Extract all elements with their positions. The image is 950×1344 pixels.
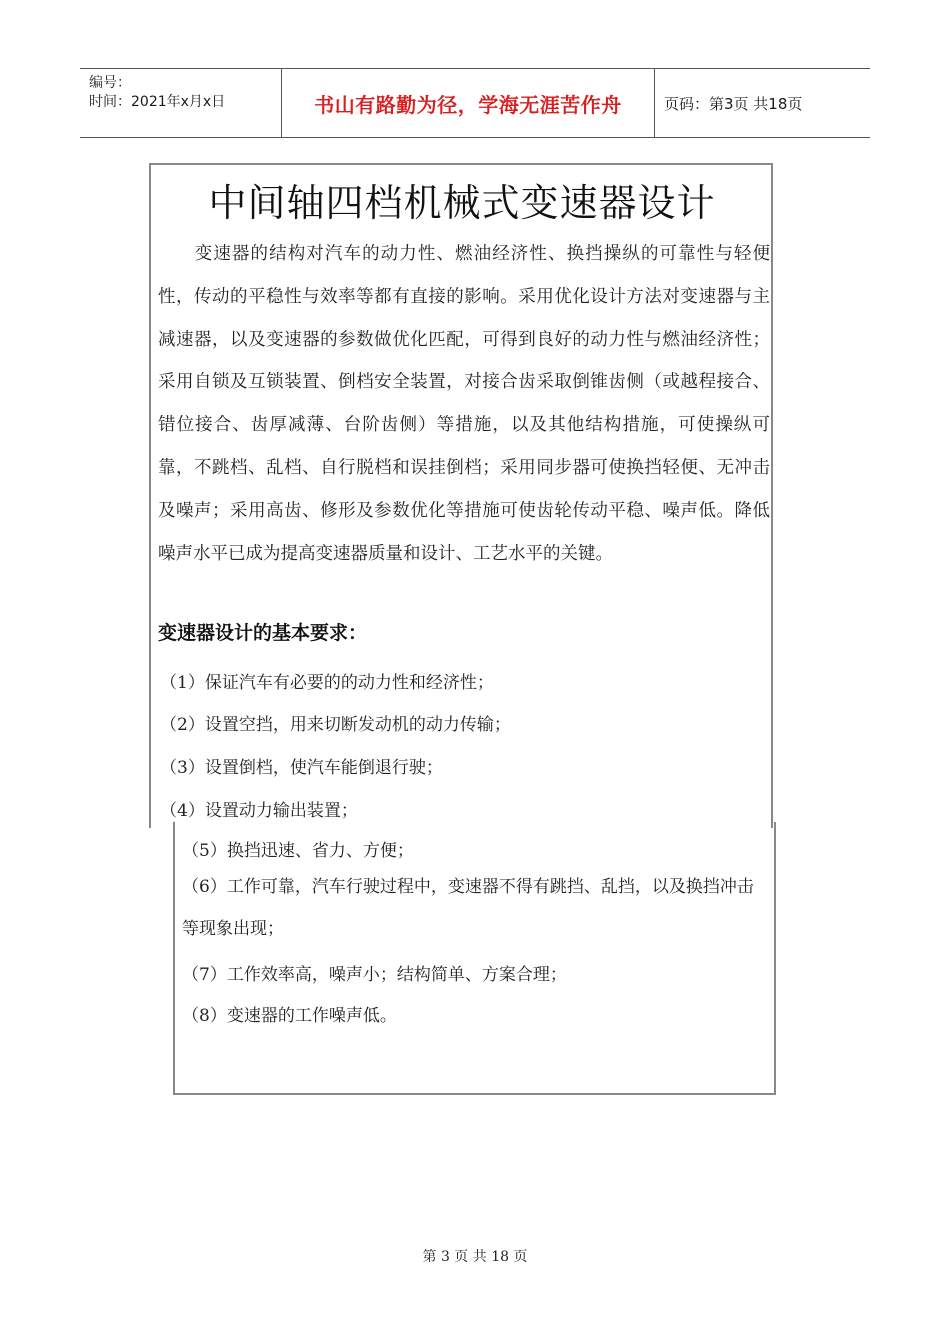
motto-text: 书山有路勤为径，学海无涯苦作舟 [314,92,622,117]
page-header [80,68,870,138]
requirement-item: （3）设置倒档，使汽车能倒退行驶； [160,758,443,778]
content-frame-lower [173,822,776,1095]
requirement-item: （6）工作可靠，汽车行驶过程中，变速器不得有跳挡、乱挡，以及换挡冲击等现象出现； [182,877,754,939]
requirement-item: （7）工作效率高，噪声小；结构简单、方案合理； [182,965,567,985]
requirement-item: （2）设置空挡，用来切断发动机的动力传输； [160,715,511,735]
requirement-item: （8）变速器的工作噪声低。 [182,1006,397,1026]
intro-paragraph: 变速器的结构对汽车的动力性、燃油经济性、换挡操纵的可靠性与轻便性，传动的平稳性与效率等都有直接的影响。采用优化设计方法对变速器与主减速器，以及变速器的参数做优化匹配，可得到良好的动力性与燃油经济性；采用自锁及互锁装置、倒档安全装置，对接合齿采取倒锥齿侧（或越程接合、错位接合、齿厚减薄、台阶齿侧）等措施，以及其他结构措施，可使操纵可靠，不跳档、乱档、自行脱档和误挂倒档；采用同步器可使换挡轻便、无冲击及噪声；采用高齿、修形及参数优化等措施可使齿轮传动平稳、噪声低。降低噪声水平已成为提高变速器质量和设计、工艺水平的关键。 [158,244,770,564]
document-title: 中间轴四档机械式变速器设计 [208,181,716,225]
requirement-item: （4）设置动力输出装置； [160,801,358,821]
document-date: 时间：2021年x月x日 [89,94,226,110]
requirement-item: （1）保证汽车有必要的的动力性和经济性； [160,673,494,693]
header-meta-cell [80,69,281,137]
requirements-heading: 变速器设计的基本要求： [158,622,368,644]
document-number-label: 编号： [89,75,131,91]
requirement-item: （5）换挡迅速、省力、方便； [182,841,414,861]
page-footer: 第 3 页 共 18 页 [422,1249,528,1265]
header-page-cell [654,69,870,137]
header-motto-cell [281,69,655,137]
header-page-info: 页码：第3页 共18页 [664,94,803,113]
